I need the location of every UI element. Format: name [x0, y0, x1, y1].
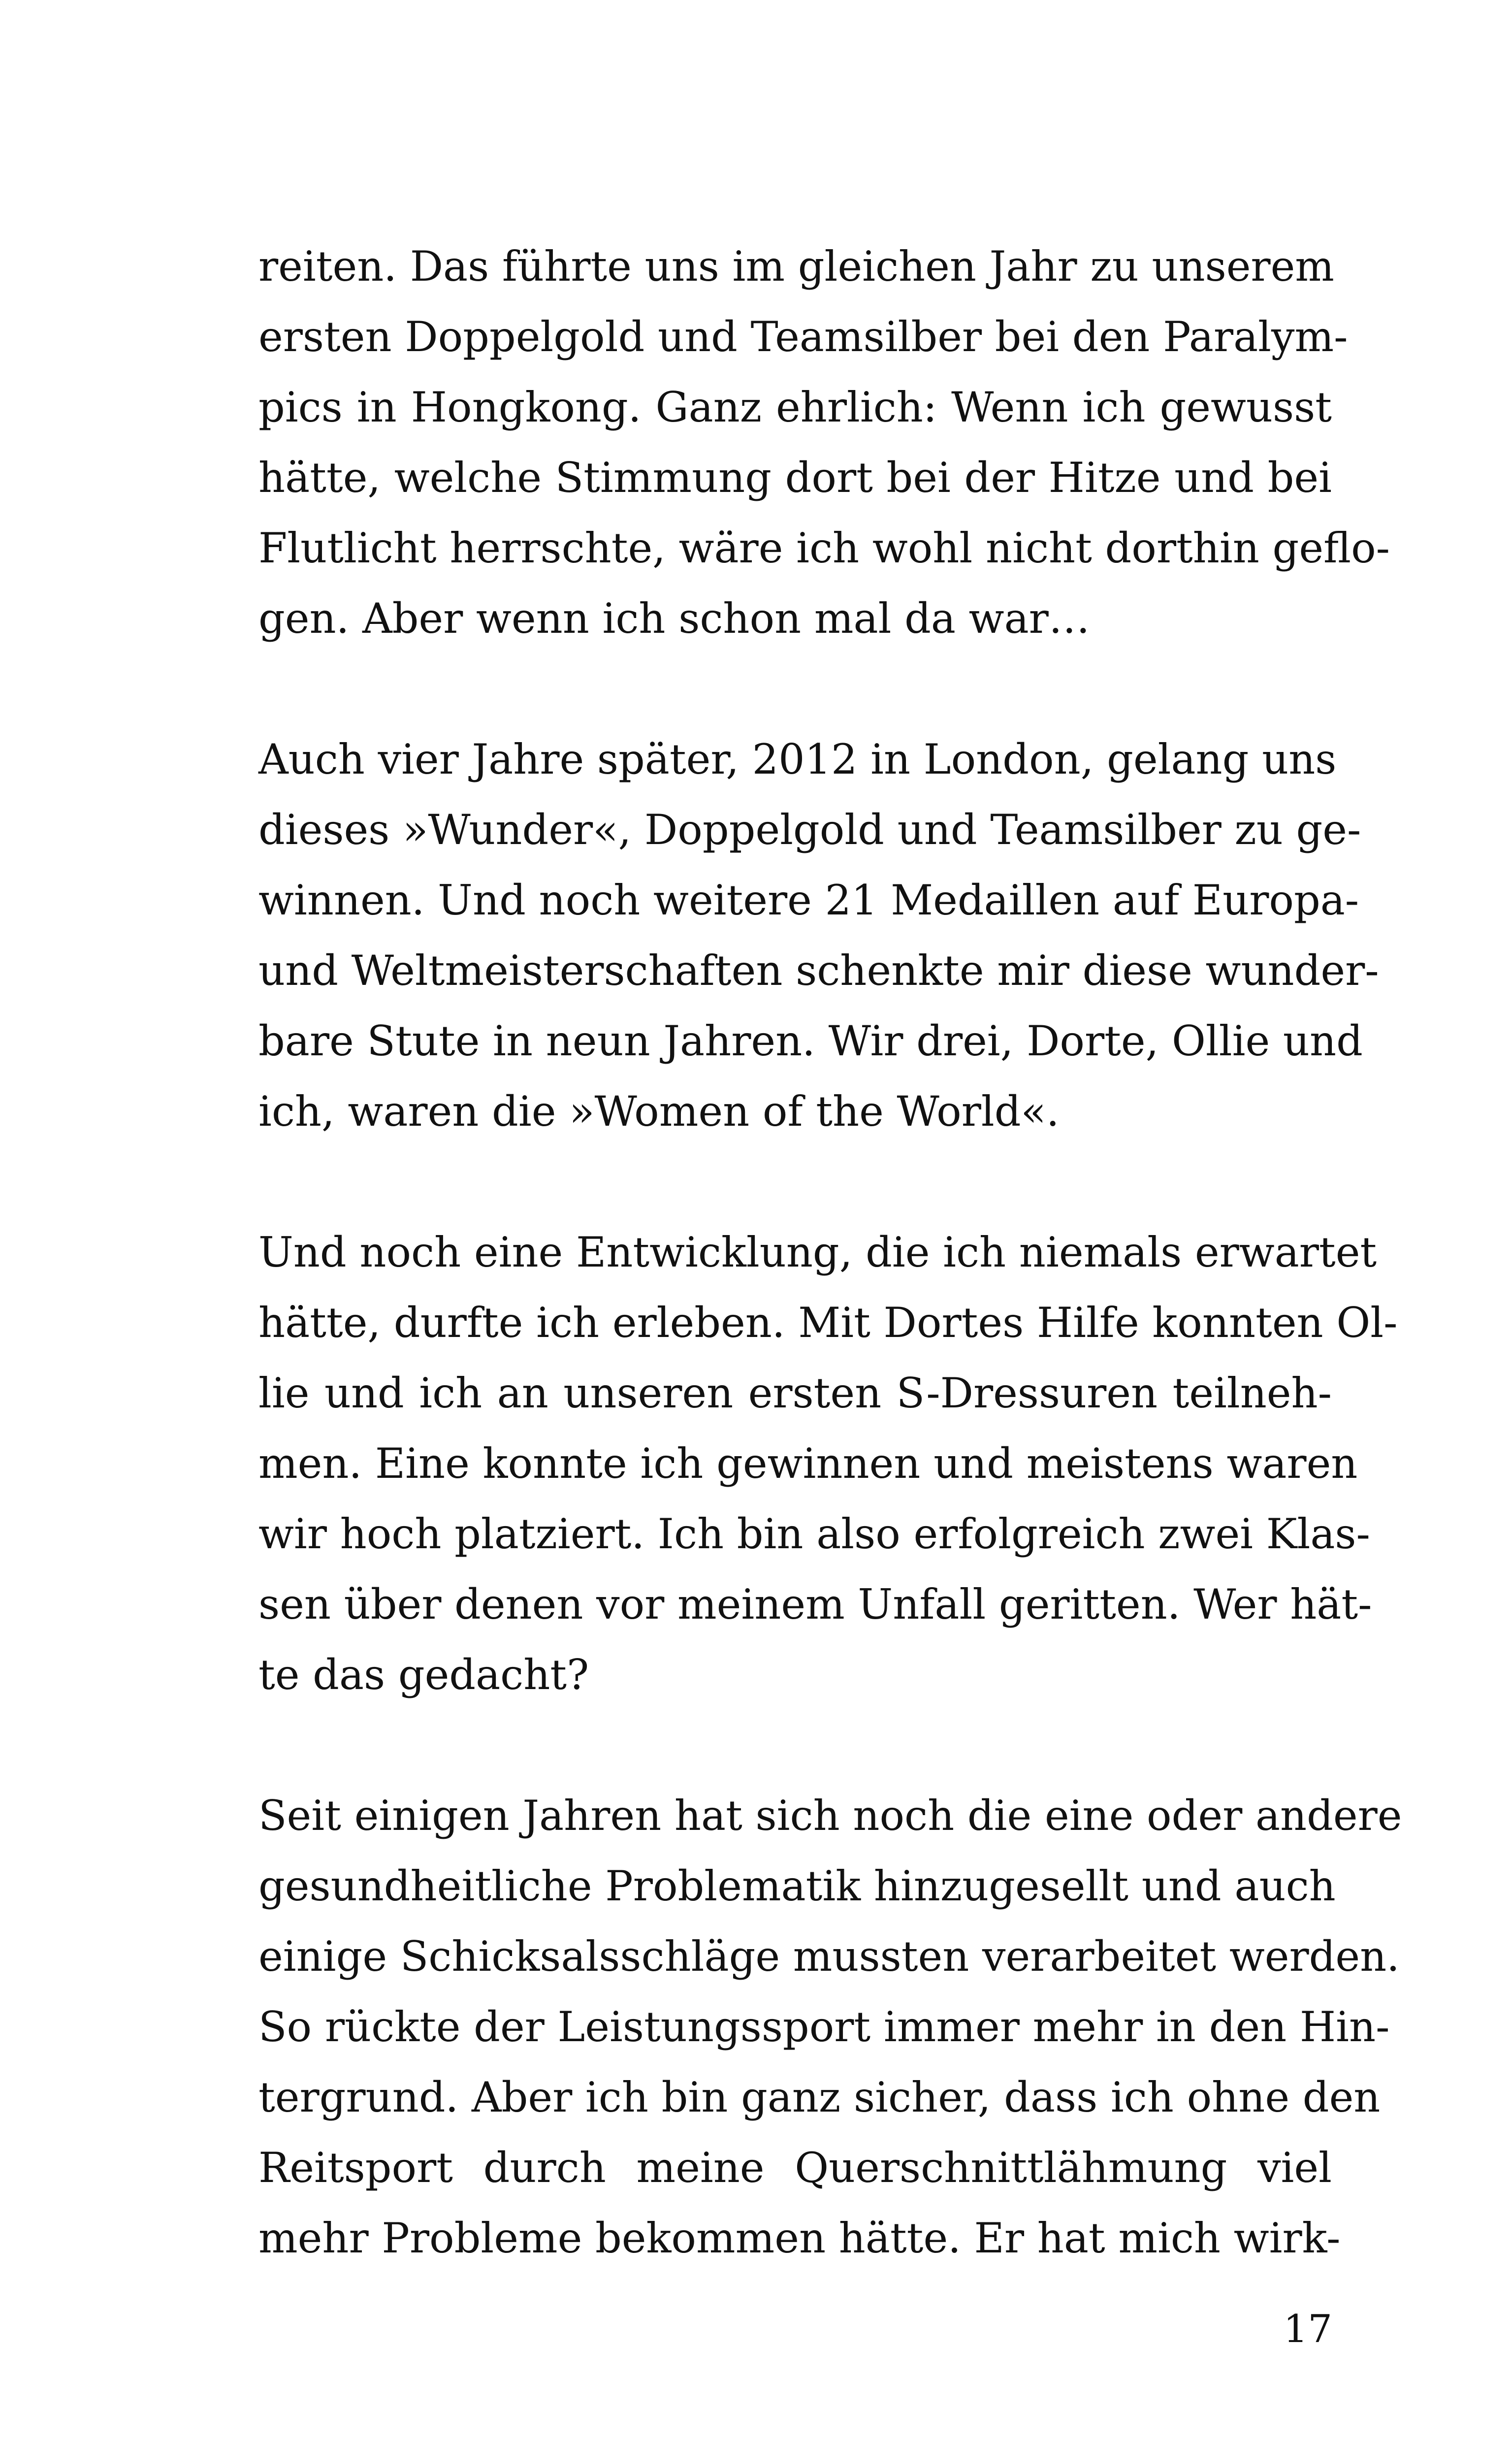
text-line: hätte, welche Stimmung dort bei der Hitze und bei [258, 454, 1332, 502]
text-line: sen über denen vor meinem Unfall geritten. Wer hät- [258, 1580, 1372, 1629]
paragraph [258, 724, 1379, 1147]
text-line: ich, waren die »Women of the World«. [258, 1087, 1060, 1136]
page-number: 17 [1283, 2307, 1332, 2351]
text-line: So rückte der Leistungssport immer mehr in den Hin- [258, 2003, 1390, 2051]
text-line: mehr Probleme bekommen hätte. Er hat mich wirk- [258, 2214, 1341, 2262]
text-line: Flutlicht herrschte, wäre ich wohl nicht dorthin geflo- [258, 524, 1390, 572]
text-line: tergrund. Aber ich bin ganz sicher, dass ich ohne den [258, 2073, 1381, 2121]
text-line: Und noch eine Entwicklung, die ich niemals erwartet [258, 1228, 1377, 1276]
text-line: ersten Doppelgold und Teamsilber bei den Paralym- [258, 313, 1348, 361]
text-line: men. Eine konnte ich gewinnen und meistens waren [258, 1439, 1358, 1488]
text-line: Seit einigen Jahren hat sich noch die eine oder andere [258, 1792, 1402, 1840]
text-line: wir hoch platziert. Ich bin also erfolgreich zwei Klas- [258, 1510, 1370, 1558]
paragraph [258, 1781, 1402, 2274]
text-line: reiten. Das führte uns im gleichen Jahr zu unserem [258, 242, 1334, 291]
text-line: einige Schicksalsschläge mussten verarbeitet werden. [258, 1932, 1400, 1981]
paragraph [258, 231, 1390, 654]
text-line: dieses »Wunder«, Doppelgold und Teamsilber zu ge- [258, 806, 1361, 854]
text-line: te das gedacht? [258, 1651, 589, 1699]
paragraph [258, 1217, 1398, 1710]
text-line: pics in Hongkong. Ganz ehrlich: Wenn ich gewusst [258, 383, 1332, 431]
text-line: lie und ich an unseren ersten S-Dressuren teilneh- [258, 1369, 1332, 1417]
body-text [258, 231, 1402, 2344]
text-line: bare Stute in neun Jahren. Wir drei, Dorte, Ollie und [258, 1017, 1363, 1065]
text-line: hätte, durfte ich erleben. Mit Dortes Hilfe konnten Ol- [258, 1299, 1398, 1347]
text-line: gesundheitliche Problematik hinzugesellt und auch [258, 1862, 1336, 1910]
text-line: Auch vier Jahre später, 2012 in London, gelang uns [258, 735, 1337, 783]
text-line: Reitsport durch meine Querschnittlähmung viel [258, 2144, 1332, 2192]
text-line: gen. Aber wenn ich schon mal da war… [258, 594, 1090, 643]
text-line: winnen. Und noch weitere 21 Medaillen auf Europa- [258, 876, 1359, 924]
text-line: und Weltmeisterschaften schenkte mir diese wunder- [258, 946, 1379, 995]
